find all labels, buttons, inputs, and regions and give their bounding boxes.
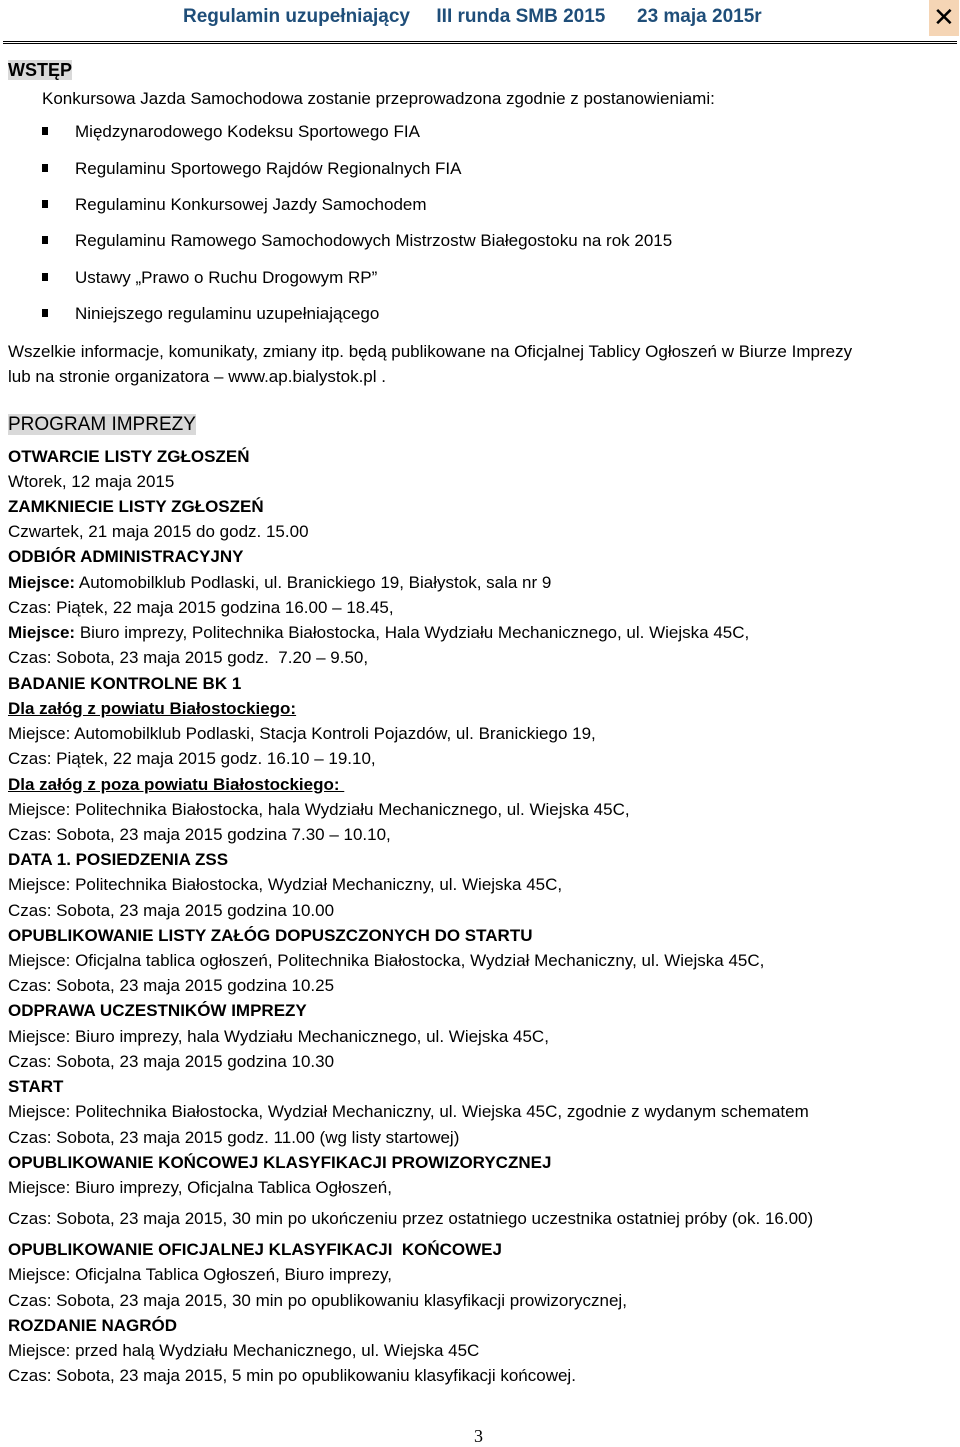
- program-item-detail: [8, 1365, 576, 1387]
- program-line-text: Czas: Sobota, 23 maja 2015, 30 min po opublikowaniu klasyfikacji prowizorycznej,: [8, 1291, 627, 1310]
- program-line-text: Czwartek, 21 maja 2015 do godz. 15.00: [8, 522, 309, 541]
- square-bullet-icon: [42, 273, 48, 281]
- bullet-text: Ustawy „Prawo o Ruchu Drogowym RP”: [75, 268, 378, 287]
- bullet-text: Niniejszego regulaminu uzupełniającego: [75, 304, 380, 323]
- program-item-heading: [8, 1239, 502, 1261]
- program-item-detail: [8, 723, 596, 745]
- wstep-intro: Konkursowa Jazda Samochodowa zostanie przeprowadzona zgodnie z postanowieniami:: [42, 89, 715, 108]
- program-line-text: DATA 1. POSIEDZENIA ZSS: [8, 850, 229, 869]
- bullet-text: Regulaminu Sportowego Rajdów Regionalnych FIA: [75, 159, 462, 178]
- program-line-text: Czas: Sobota, 23 maja 2015, 5 min po opublikowaniu klasyfikacji końcowej.: [8, 1366, 576, 1385]
- page-header: [0, 0, 960, 36]
- program-line-text: Dla załóg z poza powiatu Białostockiego:: [8, 775, 345, 794]
- program-line-text: START: [8, 1077, 64, 1096]
- program-item-detail: [8, 1051, 334, 1073]
- program-item-detail: [8, 1177, 392, 1199]
- bullet-text: Międzynarodowego Kodeksu Sportowego FIA: [75, 122, 420, 141]
- program-item-heading: [8, 849, 228, 871]
- program-line-text: Miejsce: Biuro imprezy, hala Wydziału Mechanicznego, ul. Wiejska 45C,: [8, 1027, 549, 1046]
- program-line-text: Dla załóg z powiatu Białostockiego:: [8, 699, 297, 718]
- bullet-item: [0, 230, 900, 252]
- section-heading-wstep: [8, 59, 72, 81]
- program-item-detail: [8, 471, 174, 493]
- bullet-item: [0, 121, 900, 143]
- program-item-heading: [8, 698, 296, 720]
- program-line-text: Czas: Piątek, 22 maja 2015 godzina 16.00 – 18.45,: [8, 598, 394, 617]
- bullet-item: [0, 267, 900, 289]
- program-item-detail: [8, 1026, 549, 1048]
- page-number: 3: [474, 1426, 483, 1446]
- program-item-detail: [8, 572, 551, 594]
- close-icon: ✕: [933, 2, 955, 32]
- program-item-detail: [8, 597, 394, 619]
- program-line-text: Czas: Sobota, 23 maja 2015, 30 min po ukończeniu przez ostatniego uczestnika ostatniej próby (ok. 16.00): [8, 1209, 814, 1228]
- program-item-heading: [8, 1315, 177, 1337]
- program-line-text: ROZDANIE NAGRÓD: [8, 1316, 178, 1335]
- info-line-2: lub na stronie organizatora – www.ap.bialystok.pl .: [8, 367, 386, 386]
- header-title: Regulamin uzupełniający III runda SMB 2015 23 maja 2015r: [183, 6, 762, 27]
- bullet-text: Regulaminu Konkursowej Jazdy Samochodem: [75, 195, 427, 214]
- program-line-text: Miejsce: Biuro imprezy, Oficjalna Tablica Ogłoszeń,: [8, 1178, 392, 1197]
- program-line-text: Czas: Sobota, 23 maja 2015 godzina 7.30 – 10.10,: [8, 825, 391, 844]
- info-line-1: Wszelkie informacje, komunikaty, zmiany itp. będą publikowane na Oficjalnej Tablicy Ogłoszeń w Biurze Imprezy: [8, 342, 853, 361]
- program-line-text: Miejsce: Automobilklub Podlaski, Stacja Kontroli Pojazdów, ul. Branickiego 19,: [8, 724, 596, 743]
- program-line-text: BADANIE KONTROLNE BK 1: [8, 674, 242, 693]
- program-line-text: Czas: Sobota, 23 maja 2015 godz. 11.00 (wg listy startowej): [8, 1128, 460, 1147]
- wstep-heading-text: WSTĘP: [8, 60, 73, 80]
- program-item-heading: [8, 774, 344, 796]
- square-bullet-icon: [42, 200, 48, 208]
- close-button[interactable]: [929, 0, 959, 36]
- program-item-detail: [8, 975, 334, 997]
- program-item-detail: [8, 622, 749, 644]
- program-item-detail: [8, 874, 562, 896]
- program-line-text: Miejsce: Oficjalna tablica ogłoszeń, Politechnika Białostocka, Wydział Mechaniczny, ul. Wiejska 45C,: [8, 951, 765, 970]
- program-item-detail: [8, 824, 391, 846]
- program-item-heading: [8, 1152, 551, 1174]
- program-line-text: Miejsce: Politechnika Białostocka, hala Wydziału Mechanicznego, ul. Wiejska 45C,: [8, 800, 630, 819]
- program-item-detail: [8, 799, 630, 821]
- bullet-item: [0, 158, 900, 180]
- program-line-text: Miejsce: przed halą Wydziału Mechanicznego, ul. Wiejska 45C: [8, 1341, 480, 1360]
- square-bullet-icon: [42, 236, 48, 244]
- program-item-heading: [8, 1076, 63, 1098]
- program-line-text: OPUBLIKOWANIE OFICJALNEJ KLASYFIKACJI KOŃCOWEJ: [8, 1240, 502, 1259]
- program-item-detail: [8, 1208, 813, 1230]
- program-line-text: Czas: Sobota, 23 maja 2015 godzina 10.30: [8, 1052, 335, 1071]
- program-item-detail: [8, 900, 334, 922]
- program-line-text: Czas: Sobota, 23 maja 2015 godz. 7.20 – 9.50,: [8, 648, 369, 667]
- program-item-detail: [8, 1264, 392, 1286]
- bullet-item: [0, 194, 900, 216]
- bullet-text: Regulaminu Ramowego Samochodowych Mistrzostw Białegostoku na rok 2015: [75, 231, 673, 250]
- program-line-text: OTWARCIE LISTY ZGŁOSZEŃ: [8, 447, 250, 466]
- square-bullet-icon: [42, 127, 48, 135]
- program-line-text: ZAMKNIECIE LISTY ZGŁOSZEŃ: [8, 497, 264, 516]
- program-item-detail: [8, 647, 368, 669]
- program-item-heading: [8, 673, 241, 695]
- program-item-heading: [8, 496, 264, 518]
- program-item-detail: [8, 1101, 809, 1123]
- program-line-text: Wtorek, 12 maja 2015: [8, 472, 175, 491]
- location-label: Miejsce:: [8, 573, 76, 592]
- program-item-detail: [8, 1290, 627, 1312]
- program-line-text: ODPRAWA UCZESTNIKÓW IMPREZY: [8, 1001, 307, 1020]
- square-bullet-icon: [42, 164, 48, 172]
- program-line-text: Czas: Sobota, 23 maja 2015 godzina 10.25: [8, 976, 335, 995]
- square-bullet-icon: [42, 309, 48, 317]
- program-item-heading: [8, 446, 249, 468]
- program-item-detail: [8, 748, 376, 770]
- program-item-heading: [8, 546, 244, 568]
- program-line-text: Automobilklub Podlaski, ul. Branickiego 19, Białystok, sala nr 9: [75, 573, 552, 592]
- program-item-heading: [8, 1000, 307, 1022]
- program-line-text: Czas: Piątek, 22 maja 2015 godz. 16.10 – 19.10,: [8, 749, 376, 768]
- program-line-text: OPUBLIKOWANIE KOŃCOWEJ KLASYFIKACJI PROWIZORYCZNEJ: [8, 1153, 552, 1172]
- program-item-heading: [8, 925, 533, 947]
- program-item-detail: [8, 521, 309, 543]
- bullet-item: [0, 303, 900, 325]
- program-item-detail: [8, 1340, 479, 1362]
- section-heading-program: [8, 414, 196, 436]
- program-line-text: Miejsce: Politechnika Białostocka, Wydział Mechaniczny, ul. Wiejska 45C, zgodnie z wydanym schematem: [8, 1102, 809, 1121]
- program-item-detail: [8, 1127, 459, 1149]
- header-divider: [3, 41, 957, 44]
- location-label: Miejsce:: [8, 623, 76, 642]
- program-item-detail: [8, 950, 764, 972]
- program-line-text: ODBIÓR ADMINISTRACYJNY: [8, 547, 244, 566]
- program-line-text: Miejsce: Politechnika Białostocka, Wydział Mechaniczny, ul. Wiejska 45C,: [8, 875, 563, 894]
- program-line-text: Miejsce: Oficjalna Tablica Ogłoszeń, Biuro imprezy,: [8, 1265, 392, 1284]
- program-line-text: OPUBLIKOWANIE LISTY ZAŁÓG DOPUSZCZONYCH DO STARTU: [8, 926, 533, 945]
- program-line-text: Czas: Sobota, 23 maja 2015 godzina 10.00: [8, 901, 335, 920]
- program-line-text: Biuro imprezy, Politechnika Białostocka, Hala Wydziału Mechanicznego, ul. Wiejska 45C,: [75, 623, 750, 642]
- program-heading-text: PROGRAM IMPREZY: [8, 414, 196, 435]
